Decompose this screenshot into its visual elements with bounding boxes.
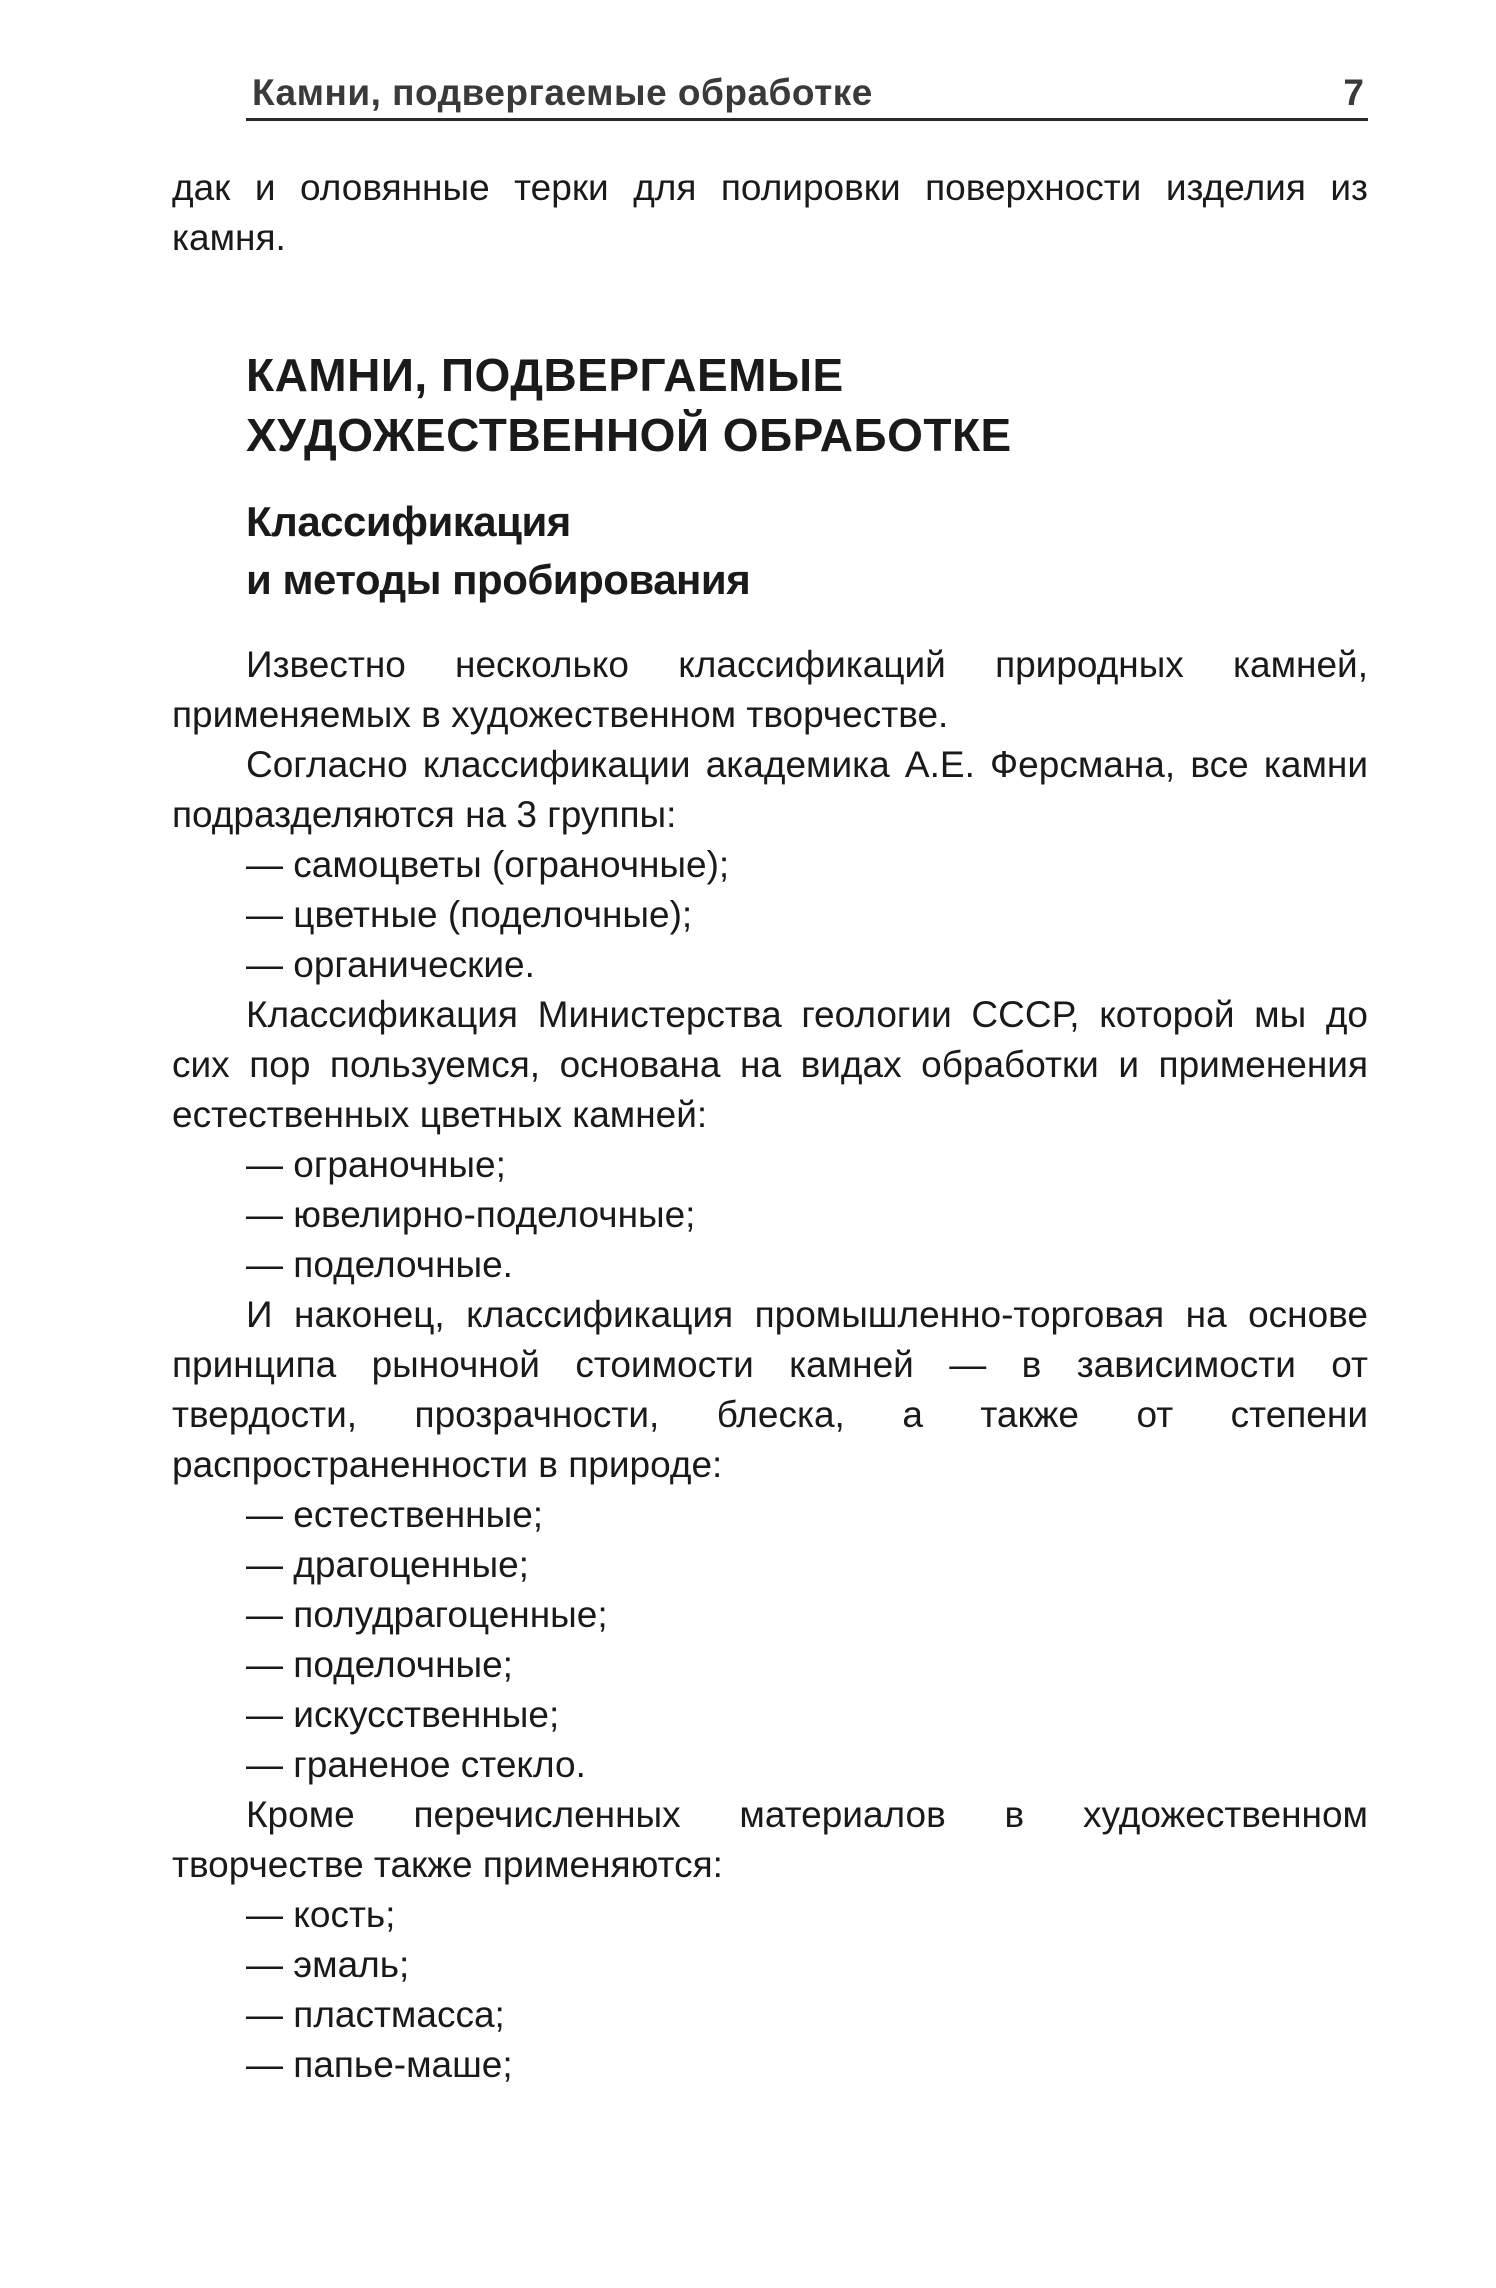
page-number: 7 — [1343, 72, 1364, 113]
paragraph: И наконец, классификация промышленно-торговая на основе принципа рыночной стоимости камней — в зависимости от твердости, прозрачности, блеска, а также от степени распространенности в природе: — [172, 1294, 1368, 1485]
list-item: — пластмасса; — [246, 1994, 505, 2035]
list-item: — цветные (поделочные); — [246, 894, 693, 935]
paragraph: Классификация Министерства геологии СССР, которой мы до сих пор пользуемся, основана на видах обработки и применения естественных цветных камней: — [172, 994, 1368, 1135]
paragraph: Согласно классификации академика А.Е. Ферсмана, все камни подразделяются на 3 группы: — [172, 744, 1368, 835]
list-item: — кость; — [246, 1894, 396, 1935]
list-item: — граненое стекло. — [246, 1744, 586, 1785]
section-title — [246, 345, 1012, 465]
running-header — [246, 68, 1368, 121]
list-item: — естественные; — [246, 1494, 544, 1535]
list-item: — драгоценные; — [246, 1544, 529, 1585]
intro-continuation: дак и оловянные терки для полировки поверхности изделия из камня. — [172, 167, 1368, 258]
list-item: — эмаль; — [246, 1944, 410, 1985]
subsection-title-line2: и методы пробирования — [246, 556, 751, 603]
paragraph: Известно несколько классификаций природных камней, применяемых в художественном творчестве. — [172, 644, 1368, 735]
paragraph: Кроме перечисленных материалов в художественном творчестве также применяются: — [172, 1794, 1368, 1885]
list-item: — искусственные; — [246, 1694, 560, 1735]
body-text — [172, 640, 1368, 2090]
list-item: — самоцветы (ограночные); — [246, 844, 730, 885]
list-item: — органические. — [246, 944, 535, 985]
list-item: — поделочные; — [246, 1644, 513, 1685]
subsection-title-line1: Классификация — [246, 498, 571, 545]
list-item: — ограночные; — [246, 1144, 506, 1185]
list-item: — ювелирно-поделочные; — [246, 1194, 696, 1235]
section-title-line1: КАМНИ, ПОДВЕРГАЕМЫЕ — [246, 349, 844, 401]
intro-block — [172, 163, 1368, 263]
running-title: Камни, подвергаемые обработке — [252, 72, 873, 113]
subsection-title — [246, 493, 750, 609]
section-title-line2: ХУДОЖЕСТВЕННОЙ ОБРАБОТКЕ — [246, 409, 1012, 461]
list-item: — полудрагоценные; — [246, 1594, 608, 1635]
list-item: — папье-маше; — [246, 2044, 513, 2085]
list-item: — поделочные. — [246, 1244, 513, 1285]
